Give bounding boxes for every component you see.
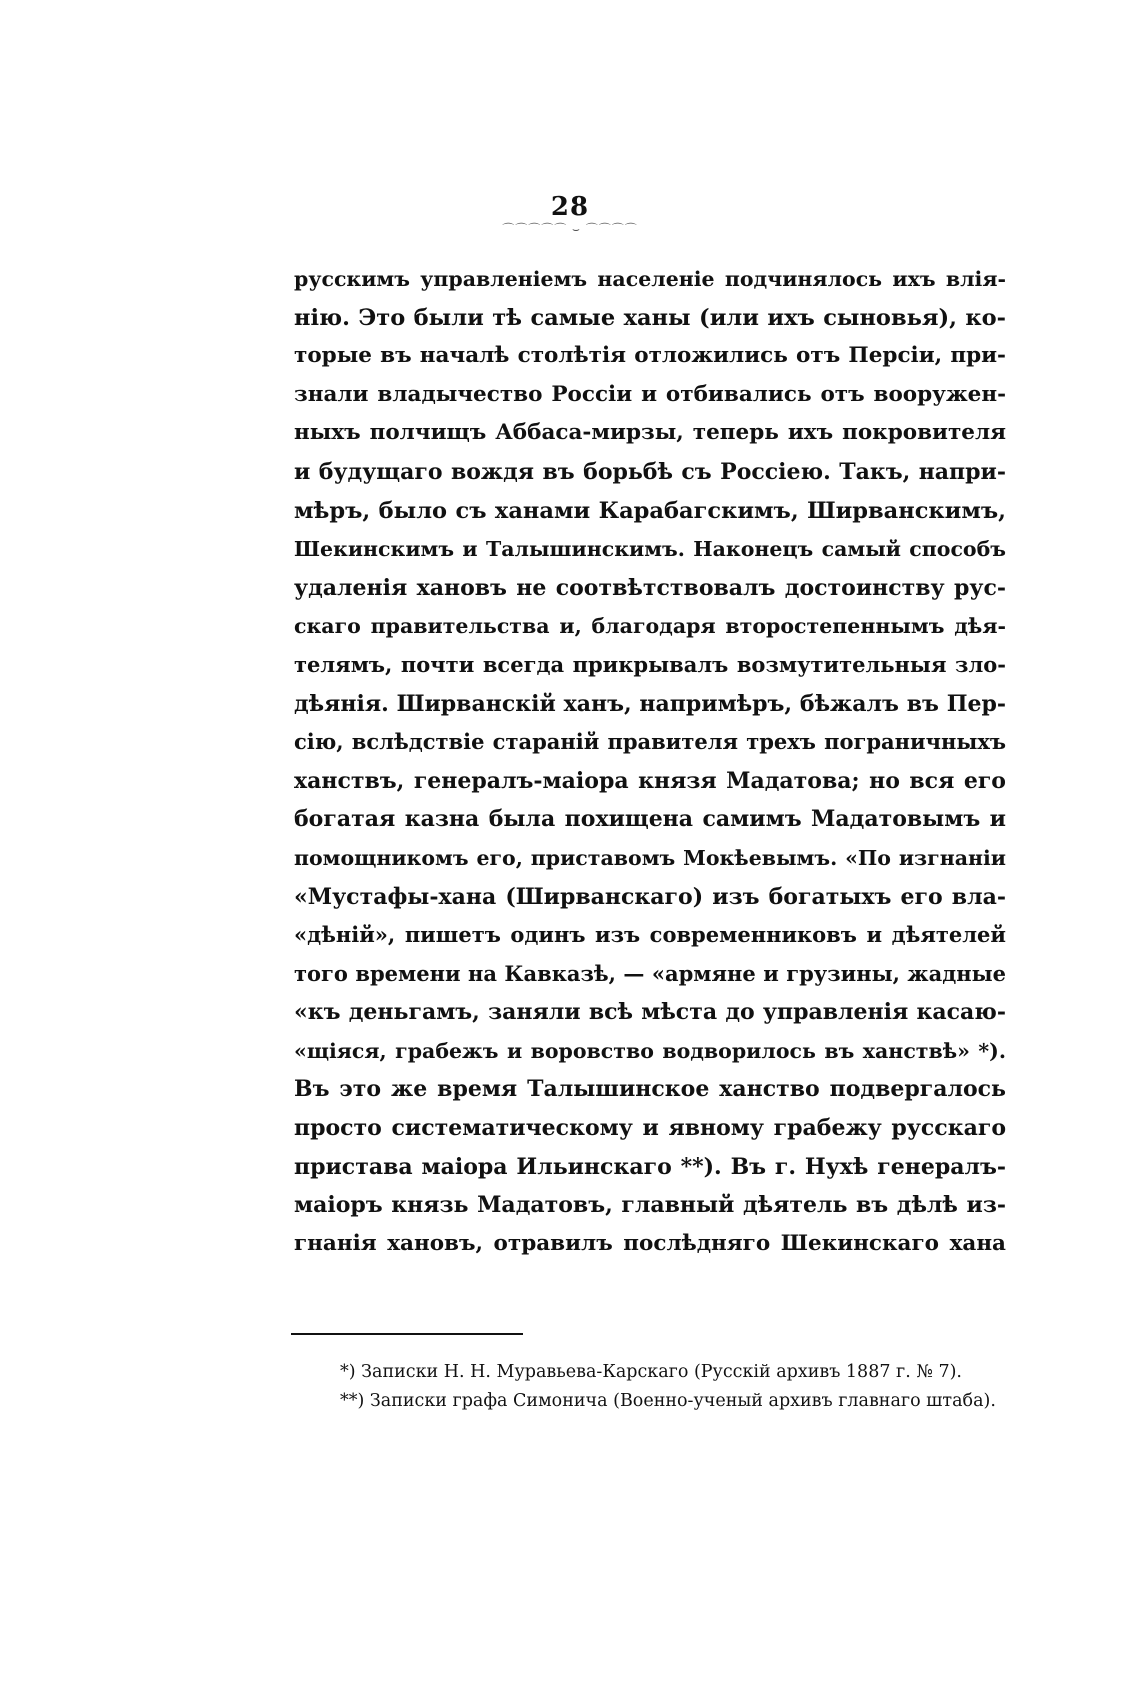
text-line: ханствъ, генералъ-маіора князя Мадатова; но вся его: [294, 767, 1006, 794]
text-line: «Мустафы-хана (Ширванскаго) изъ богатыхъ его вла-: [294, 883, 1006, 910]
footnote: **) Записки графа Симонича (Военно-ученый архивъ главнаго штаба).: [340, 1391, 996, 1411]
text-line: дѣянія. Ширванскій ханъ, напримѣръ, бѣжалъ въ Пер-: [294, 690, 1006, 717]
text-line: пристава маіора Ильинскаго **). Въ г. Нухѣ генералъ-: [294, 1153, 1006, 1180]
body-text: [294, 260, 1006, 1263]
text-line: мѣръ, было съ ханами Карабагскимъ, Ширванскимъ,: [294, 497, 1006, 524]
text-line: Шекинскимъ и Талышинскимъ. Наконецъ самый способъ: [294, 537, 1006, 562]
text-line: маіоръ князь Мадатовъ, главный дѣятель въ дѣлѣ из-: [294, 1192, 1006, 1219]
page-number: 28: [550, 192, 590, 222]
text-line: просто систематическому и явному грабежу русскаго: [294, 1115, 1006, 1142]
text-line: и будущаго вождя въ борьбѣ съ Россіею. Такъ, напри-: [294, 458, 1006, 485]
text-line: удаленія хановъ не соотвѣтствовалъ достоинству рус-: [294, 574, 1006, 601]
text-line: Въ это же время Талышинское ханство подвергалось: [294, 1076, 1006, 1103]
text-line: богатая казна была похищена самимъ Мадатовымъ и: [294, 806, 1006, 833]
text-line: того времени на Кавказѣ, — «армяне и грузины, жадные: [294, 960, 1006, 986]
text-line: нію. Это были тѣ самые ханы (или ихъ сыновья), ко-: [294, 304, 1006, 331]
text-line: скаго правительства и, благодаря второстепеннымъ дѣя-: [294, 614, 1006, 639]
text-line: помощникомъ его, приставомъ Мокѣевымъ. «По изгнаніи: [294, 845, 1006, 870]
header-ornament: ⌒⌒⌒⌒⌒ ⌣ ⌒⌒⌒⌒: [502, 222, 638, 236]
text-line: сію, вслѣдствіе стараній правителя трехъ пограничныхъ: [294, 729, 1006, 755]
text-line: телямъ, почти всегда прикрывалъ возмутительныя зло-: [294, 651, 1006, 677]
footnote: *) Записки Н. Н. Муравьева-Карскаго (Русскій архивъ 1887 г. № 7).: [340, 1362, 962, 1382]
text-line: «щіяся, грабежъ и воровство водворилось въ ханствѣ» *).: [294, 1038, 1006, 1063]
text-line: гнанія хановъ, отравилъ послѣдняго Шекинскаго хана: [294, 1230, 1006, 1256]
text-line: торые въ началѣ столѣтія отложились отъ Персіи, при-: [294, 343, 1006, 369]
footnotes: [340, 1358, 1000, 1416]
text-line: «дѣній», пишетъ одинъ изъ современниковъ и дѣятелей: [294, 922, 1006, 948]
text-line: «къ деньгамъ, заняли всѣ мѣста до управленія касаю-: [294, 999, 1006, 1026]
text-line: знали владычество Россіи и отбивались отъ вооружен-: [294, 381, 1006, 407]
footnote-divider: [291, 1333, 523, 1335]
text-line: русскимъ управленіемъ населеніе подчинялось ихъ влія-: [294, 267, 1006, 291]
text-line: ныхъ полчищъ Аббаса-мирзы, теперь ихъ покровителя: [294, 420, 1006, 446]
